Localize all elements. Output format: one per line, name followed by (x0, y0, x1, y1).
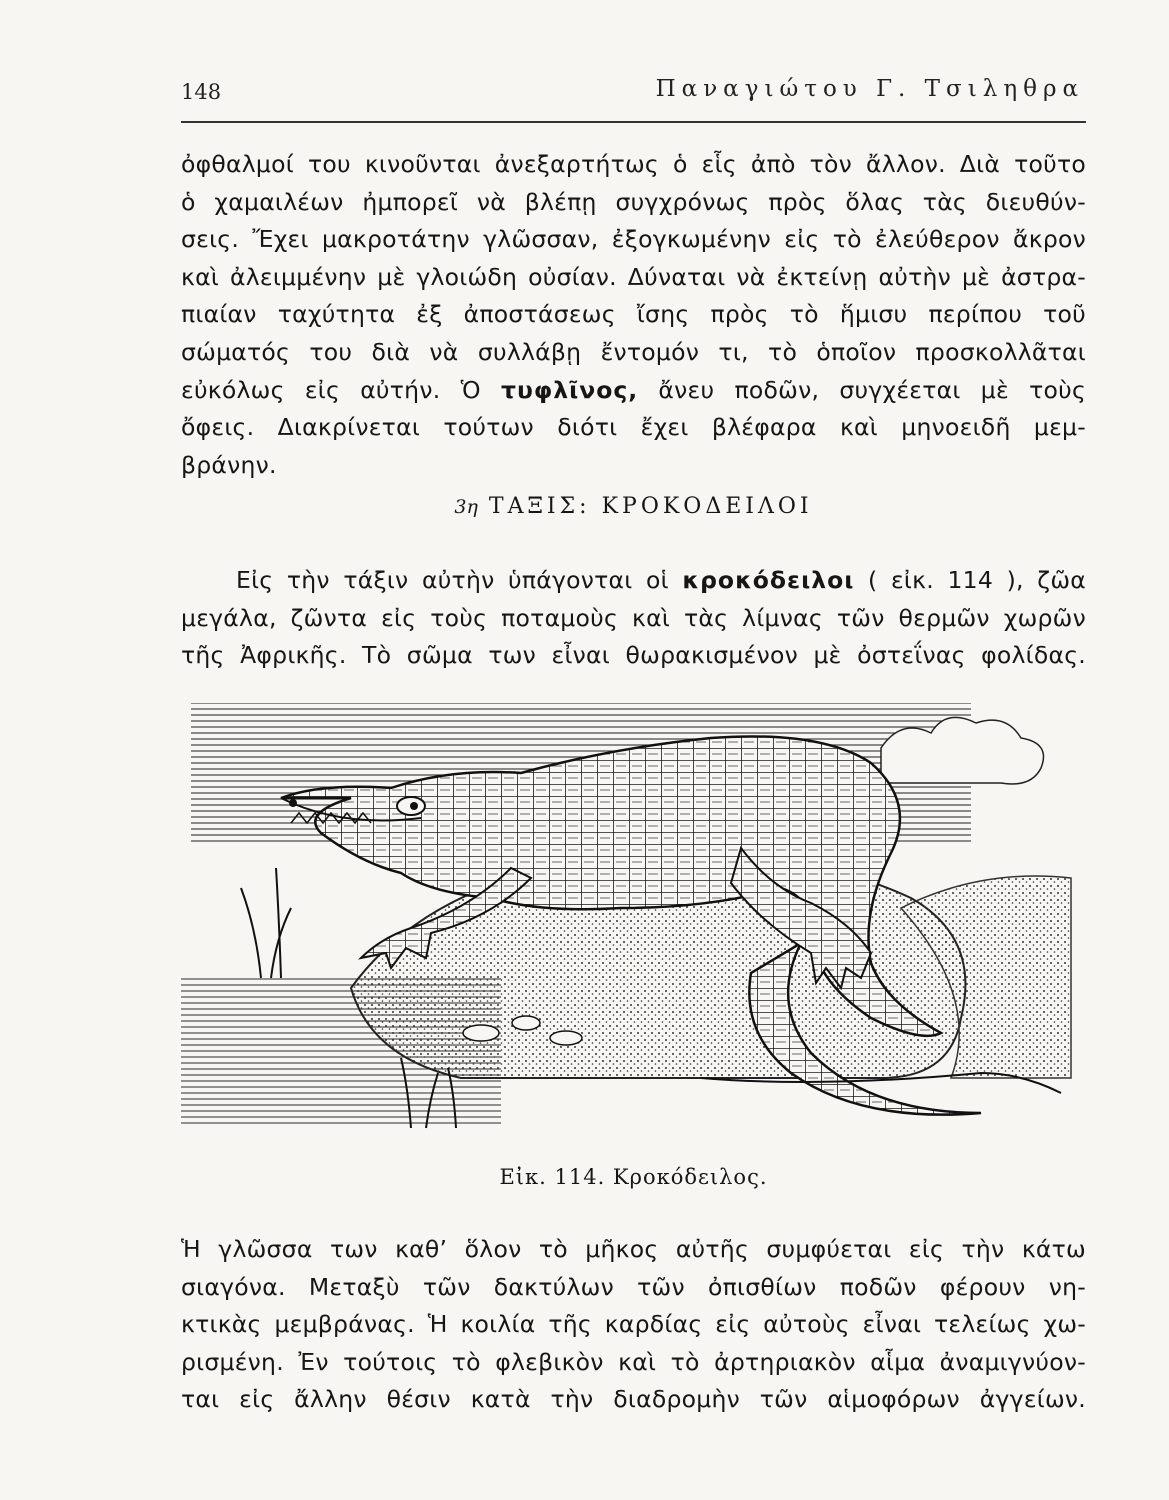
figure-114 (181, 688, 1086, 1138)
header-rule (181, 121, 1086, 123)
text-run: εὐκόλως εἰς αὐτήν. Ὁ (181, 375, 501, 404)
text-line (181, 562, 1086, 600)
text-line: ὀφθαλμοί του κινοῦνται ἀνεξαρτήτως ὁ εἷς ἀπὸ τὸν ἄλλον. Διὰ τοῦτο (181, 150, 1086, 178)
page-number: 148 (181, 80, 222, 104)
term-krokodeiloi: κροκόδειλοι (682, 566, 855, 594)
text-line (181, 372, 1086, 410)
text-line: πιαίαν ταχύτητα ἐξ ἀποστάσεως ἴσης πρὸς τὸ ἥμισυ περίπου τοῦ (181, 300, 1086, 329)
paragraph-chameleon (181, 146, 1086, 484)
text-line: καὶ ἀλειμμένην μὲ γλοιώδη οὐσίαν. Δύναται νὰ ἐκτείνῃ αὐτὴν μὲ ἀστρα- (181, 262, 1086, 291)
crocodile-illustration-icon (181, 688, 1086, 1138)
text-line: σιαγόνα. Μεταξὺ τῶν δακτύλων τῶν ὀπισθίων ποδῶν φέρουν νη- (181, 1272, 1086, 1301)
text-line: σώματός του διὰ νὰ συλλάβῃ ἔντομόν τι, τὸ ὁποῖον προσκολλᾶται (181, 337, 1086, 366)
section-number: 3η (454, 496, 478, 518)
text-line: ὄφεις. Διακρίνεται τούτων διότι ἔχει βλέφαρα καὶ μηνοειδῆ μεμ- (181, 413, 1086, 442)
paragraph-crocodiles (181, 562, 1086, 675)
paragraph-tongue (181, 1231, 1086, 1419)
text-line: ρισμένη. Ἐν τούτοις τὸ φλεβικὸν καὶ τὸ ἀρτηριακὸν αἷμα ἀναμιγνύον- (181, 1347, 1086, 1376)
text-line: βράνην. (181, 450, 277, 479)
section-title: ΤΑΞΙΣ: ΚΡΟΚΟΔΕΙΛΟΙ (488, 494, 813, 519)
term-typhlinos: τυφλῖνος, (500, 375, 639, 404)
text-line: κτικὰς μεμβράνας. Ἡ κοιλία τῆς καρδίας εἰς αὐτοὺς εἶναι τελείως χω- (181, 1310, 1086, 1339)
text-run: ἄνευ ποδῶν, συγχέεται μὲ τοὺς (638, 375, 1086, 404)
text-line: ται εἰς ἄλλην θέσιν κατὰ τὴν διαδρομὴν τῶν αἱμοφόρων ἀγγείων. (181, 1385, 1086, 1414)
text-run: ( εἰκ. 114 ), ζῶα (854, 566, 1087, 594)
text-line: τῆς Ἀφρικῆς. Τὸ σῶμα των εἶναι θωρακισμένον μὲ ὀστεΐνας φολίδας. (181, 641, 1086, 670)
text-line: Ἡ γλῶσσα των καθ’ ὅλον τὸ μῆκος αὐτῆς συμφύεται εἰς τὴν κάτω (181, 1235, 1086, 1263)
text-line: σεις. Ἔχει μακροτάτην γλῶσσαν, ἐξογκωμένην εἰς τὸ ἐλεύθερον ἄκρον (181, 225, 1086, 254)
text-run: Εἰς τὴν τάξιν αὐτὴν ὑπάγονται οἱ (236, 566, 683, 594)
figure-caption: Εἰκ. 114. Κροκόδειλος. (499, 1165, 768, 1189)
text-line: μεγάλα, ζῶντα εἰς τοὺς ποταμοὺς καὶ τὰς λίμνας τῶν θερμῶν χωρῶν (181, 603, 1086, 632)
section-heading (181, 494, 1086, 519)
text-line: ὁ χαμαιλέων ἠμπορεῖ νὰ βλέπῃ συγχρόνως πρὸς ὅλας τὰς διευθύν- (181, 187, 1086, 216)
running-title: Παναγιώτου Γ. Τσιληθρα (655, 76, 1084, 102)
